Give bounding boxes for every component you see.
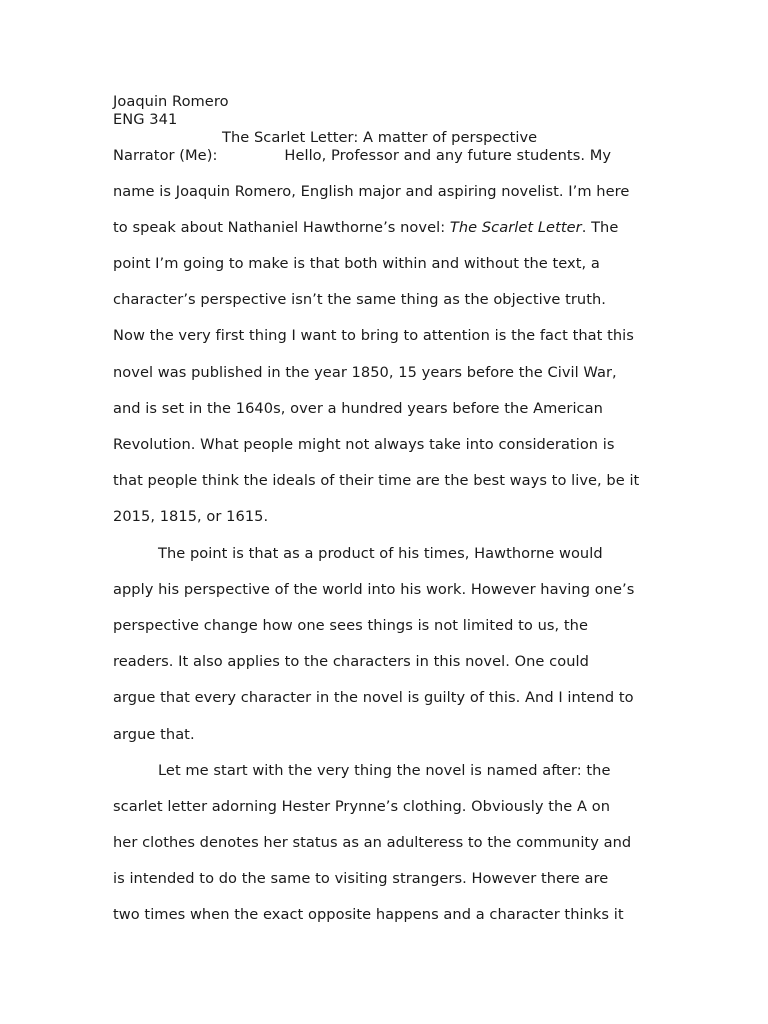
body-line: apply his perspective of the world into his work. However having one’s (113, 581, 635, 598)
body-line: readers. It also applies to the characters in this novel. One could (113, 653, 589, 670)
course-code: ENG 341 (113, 111, 178, 128)
body-line: Now the very first thing I want to bring to attention is the fact that this (113, 327, 634, 344)
opening-text: Hello, Professor and any future students. My (284, 147, 612, 164)
body-line: name is Joaquin Romero, English major and aspiring novelist. I’m here (113, 183, 630, 200)
body-line: argue that every character in the novel is guilty of this. And I intend to (113, 689, 634, 706)
speaker-label: Narrator (Me): (113, 147, 218, 164)
essay-title: The Scarlet Letter: A matter of perspective (222, 129, 538, 146)
body-line: argue that. (113, 726, 195, 743)
text-run: to speak about Nathaniel Hawthorne’s novel: (113, 219, 450, 236)
paragraph-start: Let me start with the very thing the novel is named after: the (158, 762, 611, 779)
body-line-1 (113, 147, 611, 165)
body-line: character’s perspective isn’t the same thing as the objective truth. (113, 291, 606, 308)
body-line: novel was published in the year 1850, 15 years before the Civil War, (113, 364, 617, 381)
body-line: 2015, 1815, or 1615. (113, 508, 269, 525)
body-line: perspective change how one sees things is not limited to us, the (113, 617, 589, 634)
body-line: point I’m going to make is that both within and without the text, a (113, 255, 600, 272)
body-line: scarlet letter adorning Hester Prynne’s clothing. Obviously the A on (113, 798, 610, 815)
paragraph-start: The point is that as a product of his times, Hawthorne would (158, 545, 603, 562)
body-line: her clothes denotes her status as an adulteress to the community and (113, 834, 632, 851)
body-line: that people think the ideals of their time are the best ways to live, be it (113, 472, 640, 489)
body-line (113, 219, 618, 237)
body-line: is intended to do the same to visiting strangers. However there are (113, 870, 609, 887)
body-line: Revolution. What people might not always take into consideration is (113, 436, 615, 453)
body-line: two times when the exact opposite happens and a character thinks it (113, 906, 624, 923)
author-name: Joaquin Romero (113, 93, 229, 110)
novel-title-italic: The Scarlet Letter (449, 219, 582, 236)
text-run: . The (581, 219, 619, 236)
body-line: and is set in the 1640s, over a hundred years before the American (113, 400, 603, 417)
